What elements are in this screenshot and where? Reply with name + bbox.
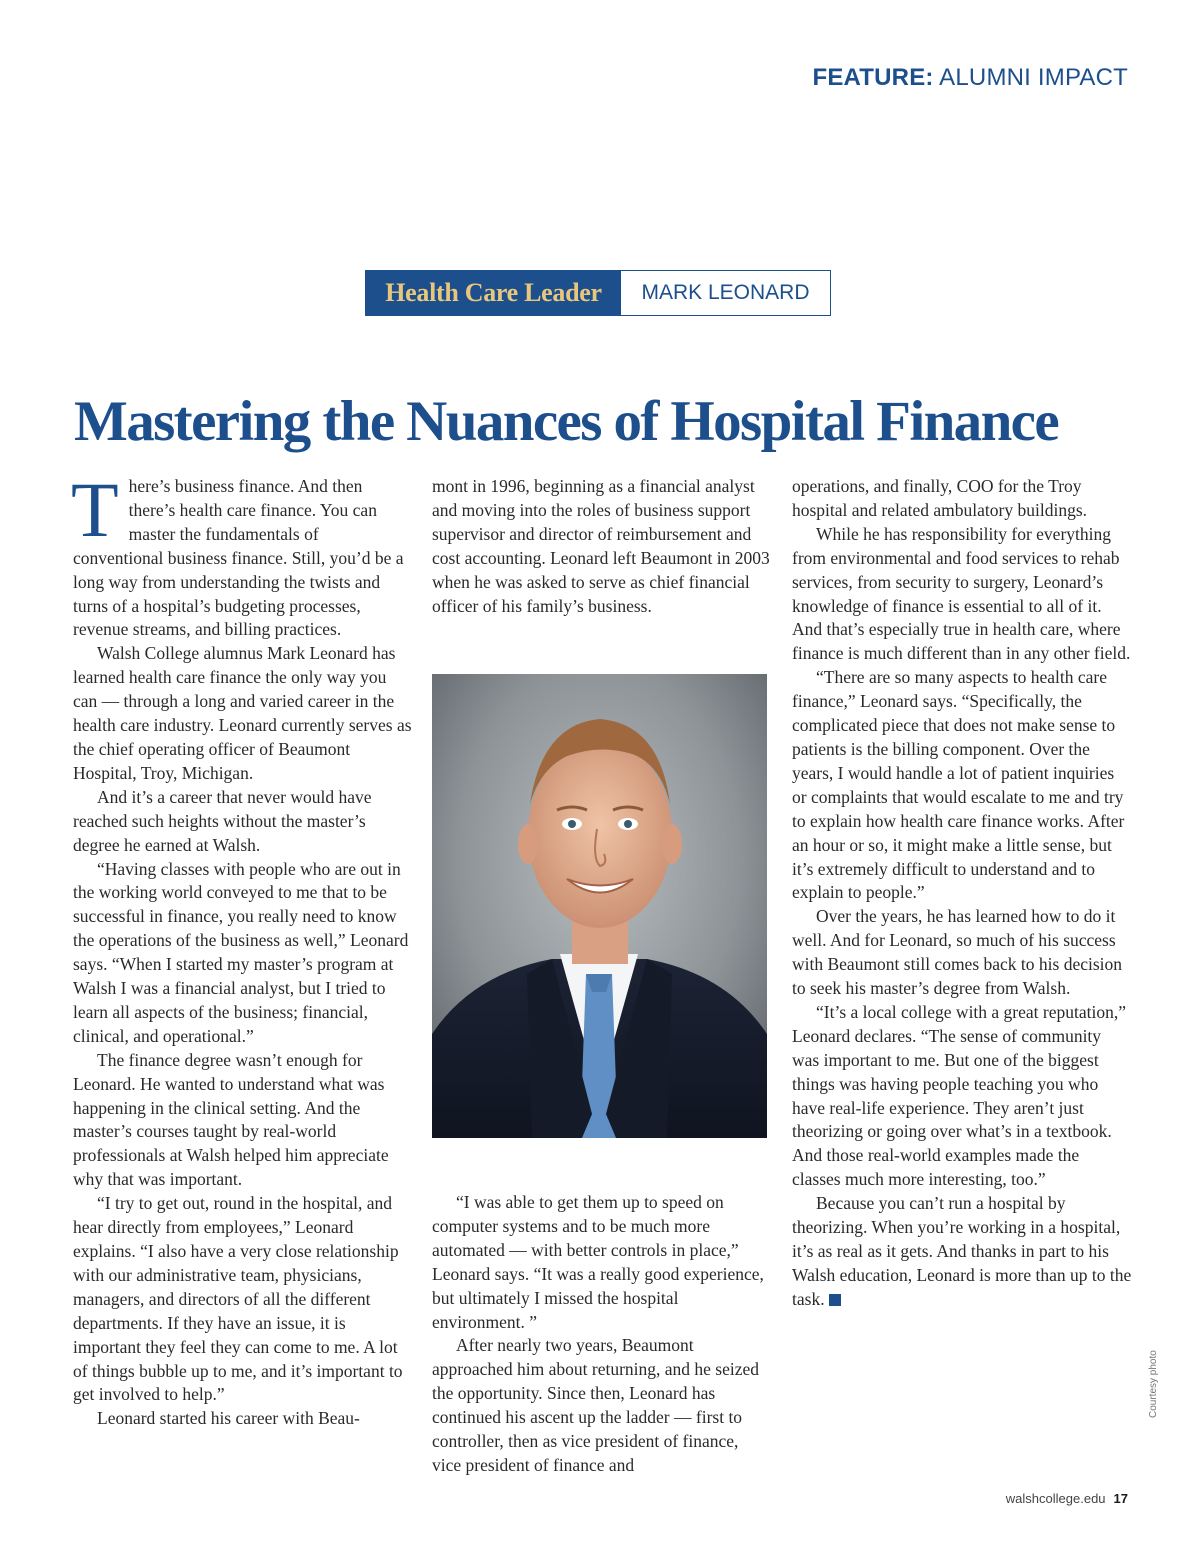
article-column-2-bottom	[432, 1191, 770, 1478]
paragraph: mont in 1996, beginning as a financial analyst and moving into the roles of business support supervisor and director of reimbursement and cost accounting. Leonard left Beaumont in 2003 when he was asked to serve as chief financial officer of his family’s business.	[432, 476, 770, 616]
paragraph-text: here’s business finance. And then there’s health care finance. You can master the fundamentals of conventional business finance. Still, you’d be a long way from understanding the twists and turns of a hospital’s budgeting processes, revenue streams, and billing practices.	[73, 476, 404, 640]
portrait-illustration	[432, 674, 767, 1138]
paragraph: “There are so many aspects to health care finance,” Leonard says. “Specifically, the complicated piece that does not make sense to patients is the billing component. Over the years, I would handle a lot of patient inquiries or complaints that would escalate to me and try to explain how health care finance works. After an hour or so, it might make a little sense, but it’s extremely difficult to understand and to explain to people.”	[792, 667, 1125, 903]
paragraph: “I try to get out, round in the hospital, and hear directly from employees,” Leonard explains. “I also have a very close relationship with our administrative team, physicians, managers, and directors of all the different departments. If they have an issue, it is important they feel they can come to me. A lot of things bubble up to me, and it’s important to get involved to help.”	[73, 1193, 403, 1405]
article-headline: Mastering the Nuances of Hospital Finance	[74, 390, 1059, 453]
paragraph: And it’s a career that never would have reached such heights without the master’s degree he earned at Walsh.	[73, 786, 372, 855]
article-column-2-top	[432, 475, 770, 618]
page-footer	[1006, 1491, 1128, 1506]
profile-tag	[365, 270, 831, 316]
paragraph: “I was able to get them up to speed on computer systems and to be much more automated — with better controls in place,” Leonard says. “It was a really good experience, but ultimately I missed the hospital environment. ”	[432, 1192, 764, 1332]
paragraph: Walsh College alumnus Mark Leonard has learned health care finance the only way you can — through a long and varied career in the health care industry. Leonard currently serves as the chief operating officer of Beaumont Hospital, Troy, Michigan.	[73, 643, 412, 783]
page-number: 17	[1113, 1491, 1128, 1506]
article-column-1	[71, 466, 413, 1431]
paragraph	[792, 1192, 1132, 1312]
paragraph: While he has responsibility for everything from environmental and food services to rehab services, from security to surgery, Leonard’s knowledge of finance is essential to all of it. And that’s especially true in health care, where finance is much different than in any other field.	[792, 523, 1131, 664]
paragraph: The finance degree wasn’t enough for Leonard. He wanted to understand what was happening in the clinical setting. And the master’s courses taught by real-world professionals at Walsh helped him appreciate why that was important.	[73, 1049, 389, 1190]
end-of-article-icon	[829, 1294, 841, 1306]
paragraph: After nearly two years, Beaumont approached him about returning, and he seized the opportunity. Since then, Leonard has continued his ascent up the ladder — first to controller, then as vice president of finance, vice president of finance and	[432, 1335, 760, 1475]
photo-credit: Courtesy photo	[1148, 1350, 1159, 1418]
paragraph-text: Because you can’t run a hospital by theorizing. When you’re working in a hospital, it’s as real as it gets. And thanks in part to his Walsh education, Leonard is more than up to the task.	[792, 1193, 1132, 1309]
paragraph: Leonard started his career with Beau-	[97, 1408, 360, 1429]
paragraph	[71, 466, 413, 642]
profile-tag-name: MARK LEONARD	[641, 281, 810, 304]
paragraph: operations, and finally, COO for the Troy hospital and related ambulatory buildings.	[792, 476, 1088, 520]
section-label-light: ALUMNI IMPACT	[939, 64, 1128, 91]
section-label-bold: FEATURE:	[812, 64, 934, 91]
footer-website: walshcollege.edu	[1005, 1491, 1106, 1506]
drop-cap: T	[71, 466, 119, 553]
paragraph: “It’s a local college with a great reputation,” Leonard declares. “The sense of community was important to me. But one of the biggest things was having people teaching you who have real-life experience. They aren’t just theorizing or going over what’s in a textbook. And those real-world examples made the classes much more interesting, too.”	[792, 1001, 1127, 1190]
paragraph: “Having classes with people who are out in the working world conveyed to me that to be successful in finance, you really need to know the operations of the business as well,” Leonard says. “When I started my master’s program at Walsh I was a financial analyst, but I tried to learn all aspects of the business; financial, clinical, and operational.”	[73, 858, 409, 1046]
portrait-photo	[432, 674, 767, 1138]
article-column-3	[792, 475, 1132, 1312]
profile-tag-category: Health Care Leader	[366, 271, 621, 315]
section-header	[812, 64, 1128, 92]
paragraph: Over the years, he has learned how to do it well. And for Leonard, so much of his success with Beaumont still comes back to his decision to seek his master’s degree from Walsh.	[792, 906, 1123, 999]
